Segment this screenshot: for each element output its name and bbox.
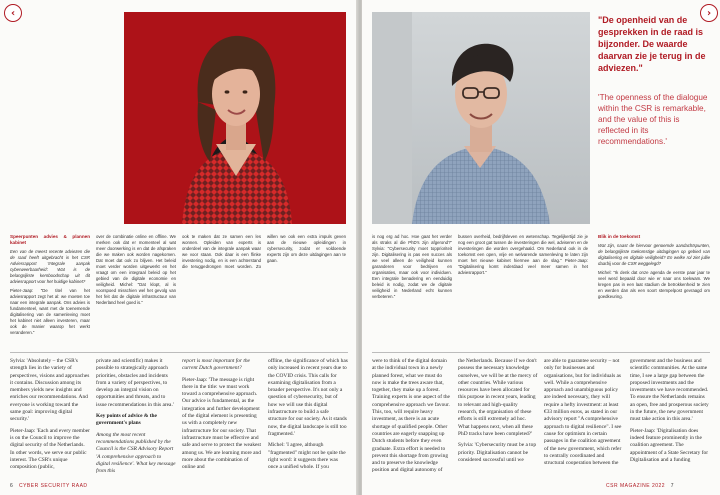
- paragraph: Sylvia: 'Absolutely – the CSR's strength lies in the variety of perspectives, visions and approaches it contains. Discussion among its members yields new insights and enriches our recommendations. And everyone is working toward the same goal: improving digital security.': [10, 358, 90, 423]
- paragraph: offline, the significance of which has only increased in recent years due to the COVID crisis. This calls for examining digitalisation from a broader perspective. It's not only a question of cybersecurity, but of how we will use this digital infrastructure to build a safe structure for our society. As it stands now, the digital landscape is still too fragmented.': [268, 358, 348, 437]
- footer-title: CYBER SECURITY RAAD: [18, 483, 88, 489]
- paragraph: bussen overheid, bedrijfsleven en wetenschap. Tegelijkertijd zie je nog een groot gat tussen de investeringen die wel, adviseren en de investeringen die worden overgehaald. Om Nederland ook in de toekomst een open, vrije en welvarende samenleving te laten zijn moet het nieuwe kabinet hiermee aan de slag." Pieter-Jaap: "Digitalisering komt inderdaad veel meer samen in het adviesrapport.": [458, 234, 588, 275]
- paragraph: private and scientific) makes it possible to strategically approach priorities, obstacles and incidents from a variety of perspectives, to develop an integral vision on opportunities and threats, and to issue recommendations in this area.': [96, 358, 174, 408]
- paragraph: the Netherlands. Because if we don't possess the necessary knowledge ourselves, we will be at the mercy of other countries. While various resources have been allocated for this purpose in recent years, leading to relevant and high-quality research, the organisation of these efforts is still extremely ad hoc. What happens next, when all these PhD tracks have been completed?': [458, 358, 538, 437]
- paragraph: were to think of the digital domain at the individual town in a newly planned forest, what we must do now is make the trees aware that, together, they make up a forest. Training experts is one aspect of the comprehensive approach we favour. This, too, will require heavy investment, as there is an acute shortage of qualified people. Other countries are eagerly snapping up Dutch students before they even graduate. Extra effort is needed to prevent this shortage from growing and to preserve the knowledge position and digital autonomy of: [372, 358, 450, 474]
- page-footer: [606, 483, 674, 489]
- paragraph: Pieter-Jaap: 'The message is right there in the title: we must work toward a comprehensive approach. Our advice is fundamental, as the integration and further development of the digital element is presenting us with a completely new infrastructure for our society. That infrastructure must be effective and safe and serve to protect the weakest among us. We are learning more and more about the combination of online and: [182, 376, 262, 471]
- nl-column-1: [10, 234, 90, 346]
- en-column-2: [458, 358, 538, 476]
- paragraph: over de combinatie online en offline. We merken ook dat er momenteel al wat meer doorwerking is en dat de afspraken die we maken ook worden nagekomen. Dat moet dat ook zo blijven. Het beleid moet verder worden uitgewerkt en het vraagt om een integraal beleid op het gebied van de digitale economie en veiligheid. Michel: "Dat klopt, al is voorspoed misschien wel het gevolg van het feit dat de digitale infrastructuur van Nederland heel goed is.": [96, 234, 176, 305]
- page-number: 6: [10, 483, 14, 489]
- photo-sylvia: [124, 12, 346, 224]
- pull-quote-dutch: "De openheid van de gesprekken in de raad is bijzonder. De waarde daarvan zie je terug in de adviezen.": [598, 15, 706, 73]
- arrow-right-icon[interactable]: ›: [700, 4, 718, 22]
- en-column-4: [268, 358, 348, 476]
- page-footer: [10, 483, 88, 489]
- paragraph: is nog erg ad hoc. Hoe gaat het verder als straks al die PhD's zijn afgerond?" Sylvia: "Cybersecurity moet topprioriteit zijn. Digitalisering is pas een succes als we veel alleen de veiligheid kunnen garanderen voor bedrijven en organisaties, maar ook voor individuen. Een integrale benadering en eenduidig beleid is nodig, zodat we de digitale veiligheid in Nederland echt kunnen verbeteren.": [372, 234, 452, 299]
- right-page: [362, 0, 720, 495]
- en-column-1: [10, 358, 90, 476]
- lead-question: Wat zijn, naast de hiervoor genoemde aandachtspunten, de belangrijkste toekomstige uitdagingen op gebied van digitalisering en digitale veiligheid? En welke rol ziet jullie daarbij voor de CSR weggelegd?: [598, 243, 710, 266]
- paragraph: Michel: 'I agree, although "fragmented" might not be quite the right word: it suggests there was once a unified whole. If you: [268, 442, 346, 471]
- section-heading: Speerpunten advies & plannen kabinet: [10, 234, 90, 245]
- divider: [372, 352, 710, 353]
- paragraph: Pieter-Jaap: 'Digitalisation does indeed feature prominently in the coalition agreement. The appointment of a State Secretary for Digitalisation and a funding: [630, 427, 708, 463]
- en-column-3: [182, 358, 262, 476]
- divider: [10, 352, 348, 353]
- en-column-4: [630, 358, 710, 476]
- paragraph: government and the business and scientific communities. At the same time, I see a large gap between the proposed investments and the investments we have recommended. To ensure the Netherlands remains an open, free and prosperous society in the future, the new government must take action in this area.': [630, 358, 709, 423]
- left-page: [0, 0, 358, 495]
- en-column-3: [544, 358, 624, 476]
- section-heading: Blik in de toekomst: [598, 234, 641, 239]
- portrait-man-image: [372, 12, 590, 224]
- pull-quote-english: 'The openness of the dialogue within the CSR is remarkable, and the value of this is reflected in its recommendations.': [598, 93, 708, 146]
- section-heading: Key points of advice & the government's plans: [96, 413, 157, 427]
- paragraph: are able to guarantee security – not only for businesses and organisations, but for individuals as well. While a comprehensive approach and unambiguous policy are indeed necessary, they will require a hefty investment: at least €33 million euros, as stated in our advisory report "A comprehensive approach to digital resilience". I see cause for optimism in certain passages in the coalition agreement of the new government, which refer to centrally coordinated and structural cooperation between the: [544, 358, 622, 467]
- paragraph: ook te maken dat ze samen een les wonnen. Opleiden van experts is onderdeel van de integrale aanpak waar we voor staan. Ook daar is een flinke investering nodig, en is een achterstand die teruggedrongen moet worden. Zo willen we ook een extra impuls geven aan de nieuwe opleidingen in cybersecurity, zodat er voldoende experts zijn om deze uitdagingen aan te gaan.: [182, 234, 346, 269]
- lead-question: report is most important for the current Dutch government?: [182, 358, 250, 372]
- portrait-woman-image: [124, 12, 346, 224]
- en-column-2: [96, 358, 176, 476]
- nl-column-3: [598, 234, 710, 346]
- nl-column-2: [96, 234, 176, 346]
- lead-question: Among the most recent recommendations published by the Council is the CSR Advisory Report 'A comprehensive approach to digital resilience'. What key message from this: [96, 431, 176, 475]
- en-column-1: [372, 358, 452, 476]
- paragraph: Sylvia: 'Cybersecurity must be a top priority. Digitalisation cannot be considered successful until we: [458, 442, 537, 463]
- photo-michel: [372, 12, 590, 224]
- lead-question: Een van de meest recente adviezen die de raad heeft uitgebracht is het CSR Adviesrapport 'Integrale aanpak cyberweerbaarheid'. Wat is de belangrijkste kernboodschap uit dit adviesrapport voor het huidige kabinet?: [10, 249, 90, 284]
- nl-column-1: [372, 234, 452, 346]
- arrow-left-icon[interactable]: ‹: [4, 4, 22, 22]
- paragraph: Pieter-Jaap: 'Each and every member is on the Council to improve the digital security of the Netherlands. In other words, we serve our public interest. The CSR's unique composition (public,: [10, 427, 90, 471]
- nl-column-3: [182, 234, 346, 346]
- page-number: 7: [670, 483, 675, 489]
- footer-title: CSR MAGAZINE 2022: [606, 483, 666, 489]
- paragraph: Michel: "Ik denk dat onze agenda de eerste paar jaar te veel werd bepaald door wie er naar ons toekwam. We kregen pas in een laat stadium de betrokkenheid te zien en werden dan als een soort stempelpost gevraagd om goedkeuring.: [598, 270, 710, 299]
- paragraph: Pieter-Jaap: "De titel van het adviesrapport zegt het al: we moeten toe naar een integrale aanpak. Ons advies is fundamenteel, want met de toenemende digitalisering van de samenleving moet het kabinet niet alleen investeren, maar ook de manier waarop het werkt veranderen.": [10, 288, 90, 335]
- nl-column-2: [458, 234, 588, 346]
